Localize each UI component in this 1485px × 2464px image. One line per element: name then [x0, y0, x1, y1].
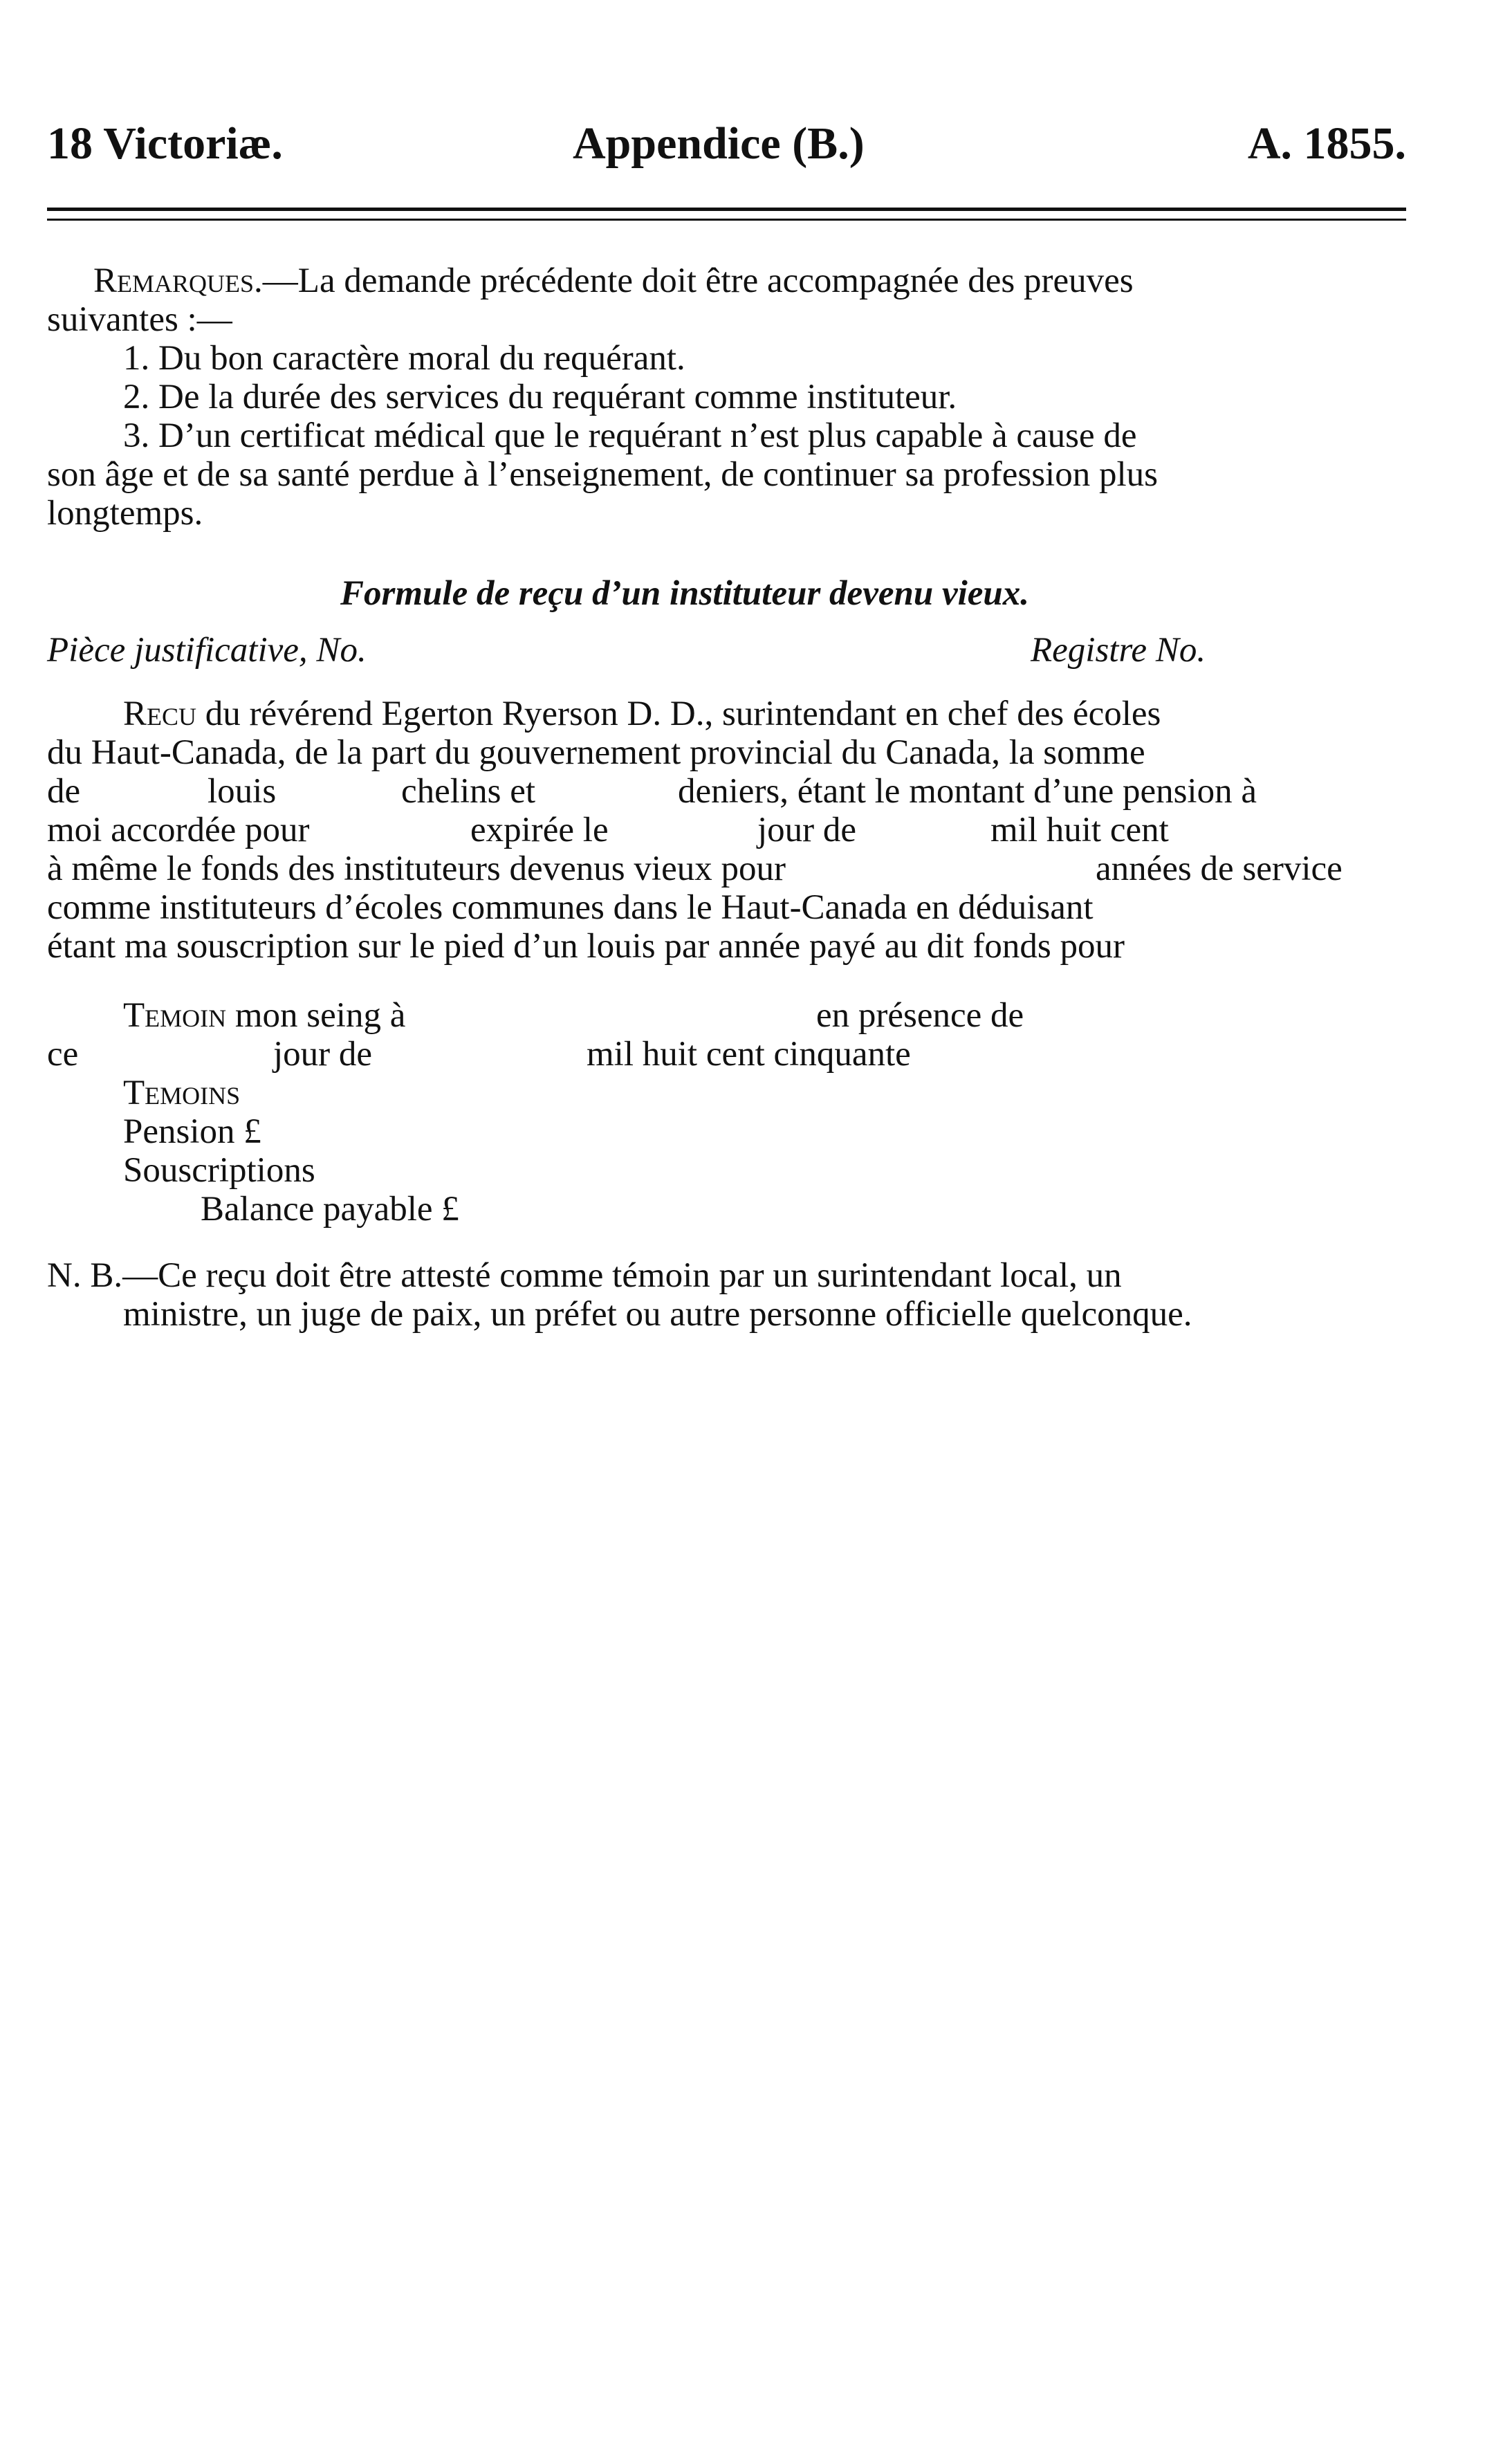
- remarques-item-3-l2: son âge et de sa santé perdue à l’enseignement, de continuer sa profession plus: [47, 455, 1158, 494]
- temoin-label: Temoin: [123, 996, 227, 1035]
- remarques-item-1: 1. Du bon caractère moral du requérant.: [123, 339, 685, 378]
- header-rule-thin: [47, 219, 1406, 221]
- recu-line-7: étant ma souscription sur le pied d’un louis par année payé au dit fonds pour: [47, 927, 1125, 966]
- pension-label: Pension £: [123, 1112, 261, 1151]
- mil-huit-cent-cinquante: mil huit cent cinquante: [587, 1035, 911, 1074]
- nota-bene-line-1: N. B.—Ce reçu doit être attesté comme témoin par un surintendant local, un: [47, 1256, 1122, 1295]
- header-rule-thick: [47, 208, 1406, 211]
- jour-de-label: jour de: [273, 1035, 373, 1074]
- nota-bene-line-2: ministre, un juge de paix, un préfet ou autre personne officielle quelconque.: [123, 1295, 1192, 1334]
- balance-payable-label: Balance payable £: [201, 1190, 459, 1229]
- temoin-line: Temoin mon seing à: [123, 996, 406, 1035]
- document-page: 18 Victoriæ. Appendice (B.) A. 1855. Remarques.—La demande précédente doit être accompagnée des preuves suivantes :— 1. Du bon caractère moral du requérant. 2. De la durée des services du requérant comme instituteur. 3. D’un certificat médical que le requérant n’est plus capable à cause de son âge et de sa santé perdue à l’enseignement, de continuer sa profession plus longtemps. Formule de reçu d’un instituteur devenu vieux. Pièce justificative, No. Registre No. Recu du révérend Egerton Ryerson D. D., surintendant en chef des écoles du Haut-Canada, de la part du gouvernement provincial du Canada, la somme de louis chelins et deniers, étant le montant d’une pension à moi accordée pour expirée le jour de mil huit cent à même le fonds des instituteurs devenus vieux pour années de service comme instituteurs d’écoles communes dans le Haut-Canada en déduisant étant ma souscription sur le pied d’un louis par année payé au dit fonds pour Temoin mon seing à en présence de ce jour de mil huit cent cinquante Temoins Pension £ Souscriptions Balance payable £ N. B.—Ce reçu doit être attesté comme témoin par un surintendant local, un ministre, un juge de paix, un préfet ou autre personne officielle quelconque.: [47, 118, 1406, 1334]
- remarques-item-3-l3: longtemps.: [47, 494, 203, 533]
- piece-justificative: Pièce justificative, No.: [47, 631, 367, 670]
- header-year: A. 1855.: [1247, 118, 1406, 169]
- recu-line-1: Recu du révérend Egerton Ryerson D. D., surintendant en chef des écoles: [123, 695, 1161, 733]
- souscriptions-label: Souscriptions: [123, 1151, 315, 1190]
- temoins-label: Temoins: [123, 1074, 241, 1112]
- remarques-intro: —La demande précédente doit être accompagnée des preuves: [262, 261, 1134, 300]
- recu-line-6: comme instituteurs d’écoles communes dans le Haut-Canada en déduisant: [47, 888, 1094, 927]
- remarques-item-2: 2. De la durée des services du requérant comme instituteur.: [123, 378, 957, 416]
- header-appendix: Appendice (B.): [573, 118, 865, 169]
- ce-label: ce: [47, 1035, 79, 1074]
- remarques-item-3-l1: 3. D’un certificat médical que le requérant n’est plus capable à cause de: [123, 416, 1137, 455]
- form-title: Formule de reçu d’un instituteur devenu vieux.: [340, 574, 1029, 613]
- running-header: [47, 118, 1406, 180]
- remarques-line-1: [93, 261, 1406, 300]
- recu-label: Recu: [123, 695, 197, 733]
- remarques-intro-cont: suivantes :—: [47, 300, 232, 339]
- header-session: 18 Victoriæ.: [47, 118, 283, 169]
- registre-no: Registre No.: [1031, 631, 1206, 670]
- en-presence: en présence de: [816, 996, 1024, 1035]
- remarques-label: Remarques.: [93, 261, 263, 300]
- recu-line-2: du Haut-Canada, de la part du gouvernement provincial du Canada, la somme: [47, 733, 1145, 772]
